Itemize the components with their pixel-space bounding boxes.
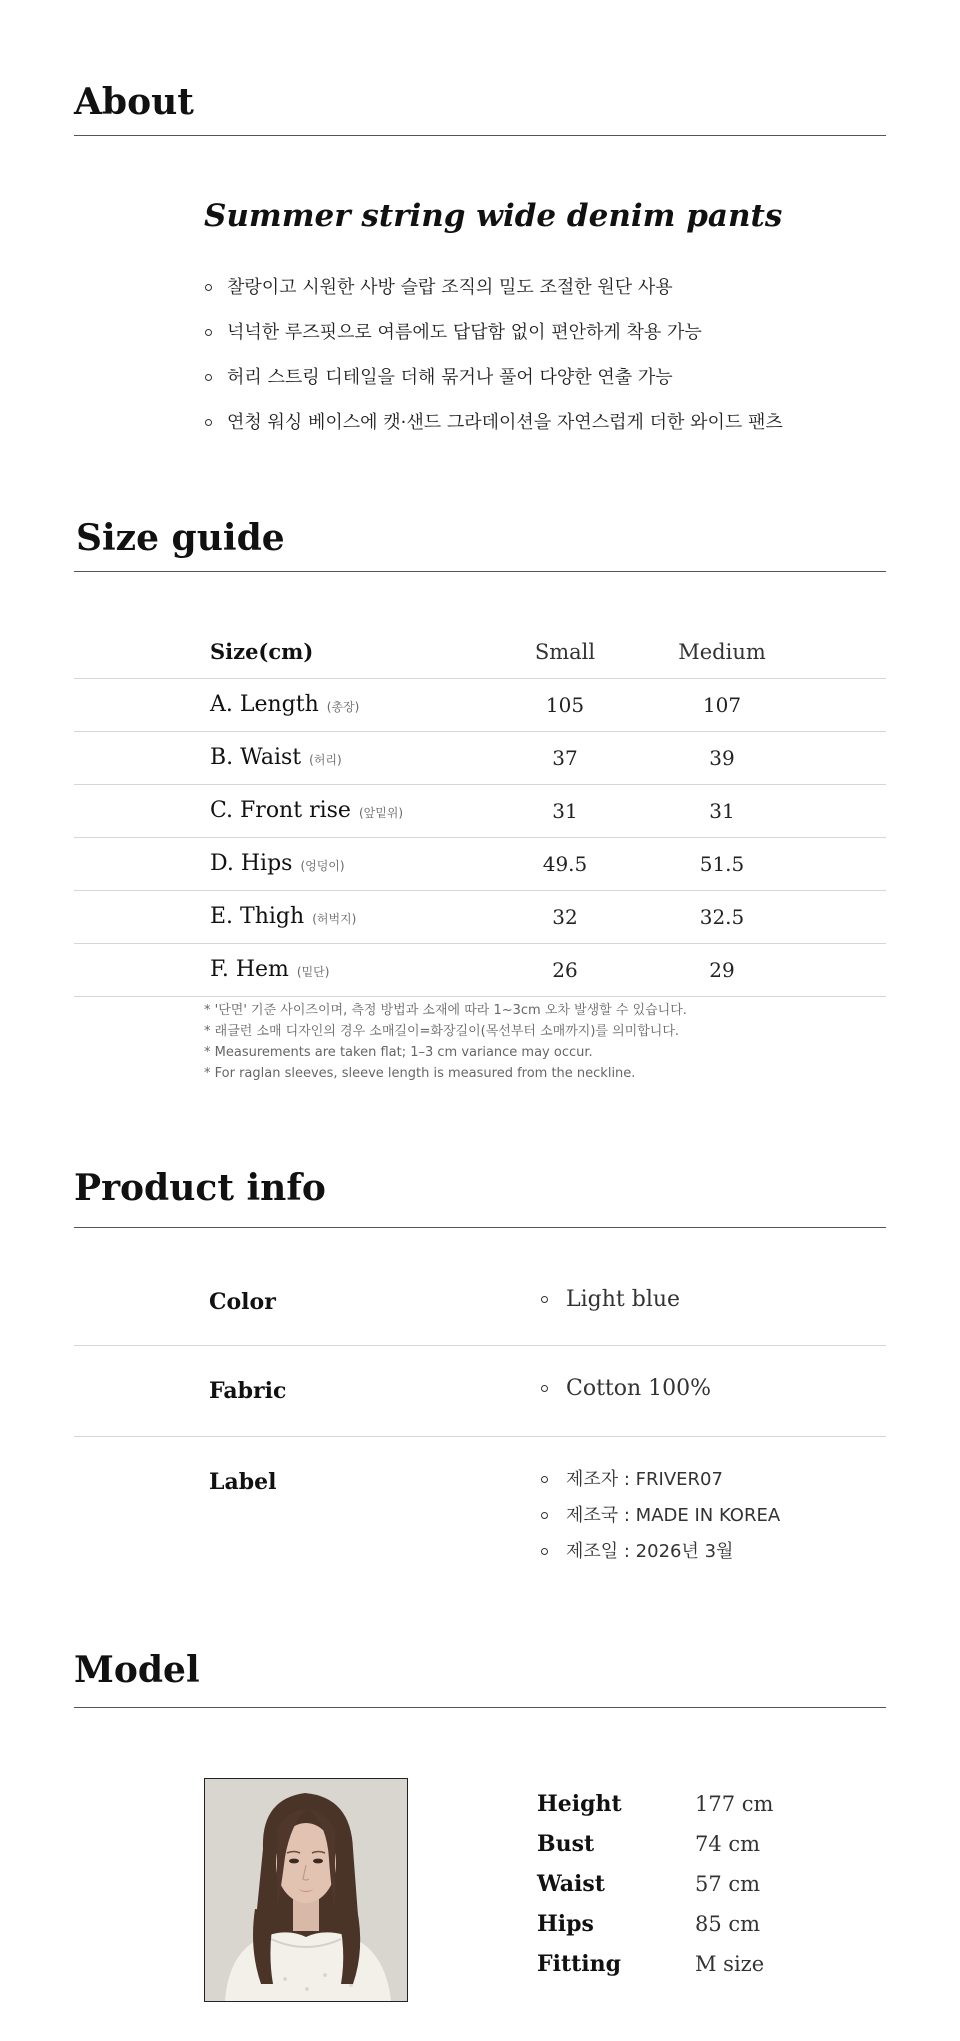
bullet-icon (205, 284, 212, 291)
stat-value: 177 cm (695, 1792, 774, 1816)
fabric-label: Fabric (209, 1378, 287, 1404)
model-image (205, 1779, 407, 2001)
about-heading: About (74, 81, 194, 123)
model-stat-row (537, 1909, 837, 1949)
stat-label: Waist (537, 1871, 605, 1897)
info-row-divider (74, 1345, 886, 1346)
size-small-value: 26 (552, 958, 578, 982)
feature-item: 허리 스트링 디테일을 더해 묶거나 풀어 다양한 연출 가능 (204, 360, 783, 405)
size-small-value: 105 (545, 693, 585, 717)
fabric-value: Cotton 100% (566, 1376, 712, 1401)
size-note: * '단면' 기준 사이즈이며, 측정 방법과 소재에 따라 1~3cm 오차 발생할 수 있습니다. (204, 1003, 687, 1018)
bullet-icon (205, 419, 212, 426)
size-table (74, 626, 886, 997)
about-divider (74, 135, 886, 136)
color-value: Light blue (566, 1287, 681, 1312)
size-medium-value: 32.5 (699, 905, 745, 929)
label-value-list (540, 1462, 780, 1570)
size-header-medium: Medium (678, 640, 766, 664)
size-note: * For raglan sleeves, sleeve length is measured from the neckline. (204, 1066, 636, 1081)
size-row-label: C. Front rise (앞밑위) (210, 798, 404, 823)
size-table-header (74, 626, 886, 679)
model-stats (537, 1789, 837, 1989)
size-medium-value: 107 (702, 693, 742, 717)
list-item (540, 1285, 680, 1315)
size-header-small: Small (534, 640, 596, 664)
feature-item: 넉넉한 루즈핏으로 여름에도 답답함 없이 편안하게 착용 가능 (204, 315, 783, 360)
bullet-icon (205, 374, 212, 381)
bullet-icon (541, 1512, 548, 1519)
stat-value: 85 cm (695, 1912, 761, 1936)
color-label: Color (209, 1289, 276, 1315)
size-row-label: B. Waist (허리) (210, 745, 342, 770)
stat-label: Fitting (537, 1951, 622, 1977)
list-item (540, 1462, 780, 1498)
list-item (540, 1374, 711, 1404)
size-row-label: A. Length (총장) (210, 692, 360, 717)
label-label: Label (209, 1469, 277, 1495)
size-medium-value: 29 (709, 958, 735, 982)
info-row-divider (74, 1436, 886, 1437)
size-note: * 래글런 소매 디자인의 경우 소매길이=화장길이(목선부터 소매까지)를 의미합니다. (204, 1024, 680, 1039)
stat-label: Hips (537, 1911, 594, 1937)
model-stat-row (537, 1949, 837, 1989)
product-info-heading: Product info (74, 1167, 326, 1209)
table-row (74, 679, 886, 732)
stat-value: 74 cm (695, 1832, 761, 1856)
list-item (540, 1498, 780, 1534)
size-row-label: E. Thigh (허벅지) (210, 904, 357, 929)
model-stat-row (537, 1869, 837, 1909)
size-medium-value: 31 (709, 799, 735, 823)
feature-item: 찰랑이고 시원한 사방 슬랍 조직의 밀도 조절한 원단 사용 (204, 270, 783, 315)
feature-item: 연청 워싱 베이스에 캣·샌드 그라데이션을 자연스럽게 더한 와이드 팬츠 (204, 405, 783, 450)
size-row-label: D. Hips (엉덩이) (210, 851, 345, 876)
table-row (74, 732, 886, 785)
stat-value: M size (695, 1952, 765, 1976)
model-stat-row (537, 1789, 837, 1829)
product-title: Summer string wide denim pants (204, 198, 783, 234)
size-medium-value: 39 (709, 746, 735, 770)
stat-label: Height (537, 1791, 622, 1817)
stat-value: 57 cm (695, 1872, 761, 1896)
fabric-value-list (540, 1374, 711, 1404)
bullet-icon (541, 1548, 548, 1555)
stat-label: Bust (537, 1831, 595, 1857)
list-item (540, 1534, 780, 1570)
label-value: 제조자 : FRIVER07 (566, 1469, 723, 1490)
size-small-value: 37 (552, 746, 578, 770)
bullet-icon (541, 1296, 548, 1303)
size-guide-divider (74, 571, 886, 572)
size-notes (204, 1000, 687, 1084)
table-row (74, 944, 886, 997)
table-row (74, 891, 886, 944)
label-value: 제조일 : 2026년 3월 (566, 1541, 734, 1562)
model-heading: Model (74, 1649, 200, 1691)
color-value-list (540, 1285, 680, 1315)
bullet-icon (541, 1385, 548, 1392)
product-info-divider (74, 1227, 886, 1228)
size-guide-heading: Size guide (76, 517, 285, 559)
size-header-label: Size(cm) (210, 639, 314, 664)
label-value: 제조국 : MADE IN KOREA (566, 1505, 781, 1526)
bullet-icon (205, 329, 212, 336)
size-small-value: 32 (552, 905, 578, 929)
size-medium-value: 51.5 (699, 852, 745, 876)
size-small-value: 49.5 (542, 852, 588, 876)
table-row (74, 785, 886, 838)
size-note: * Measurements are taken flat; 1–3 cm variance may occur. (204, 1045, 593, 1060)
model-divider (74, 1707, 886, 1708)
bullet-icon (541, 1476, 548, 1483)
model-stat-row (537, 1829, 837, 1869)
model-photo (204, 1778, 408, 2002)
size-small-value: 31 (552, 799, 578, 823)
size-row-label: F. Hem (밑단) (210, 957, 330, 982)
feature-list (204, 270, 783, 450)
table-row (74, 838, 886, 891)
